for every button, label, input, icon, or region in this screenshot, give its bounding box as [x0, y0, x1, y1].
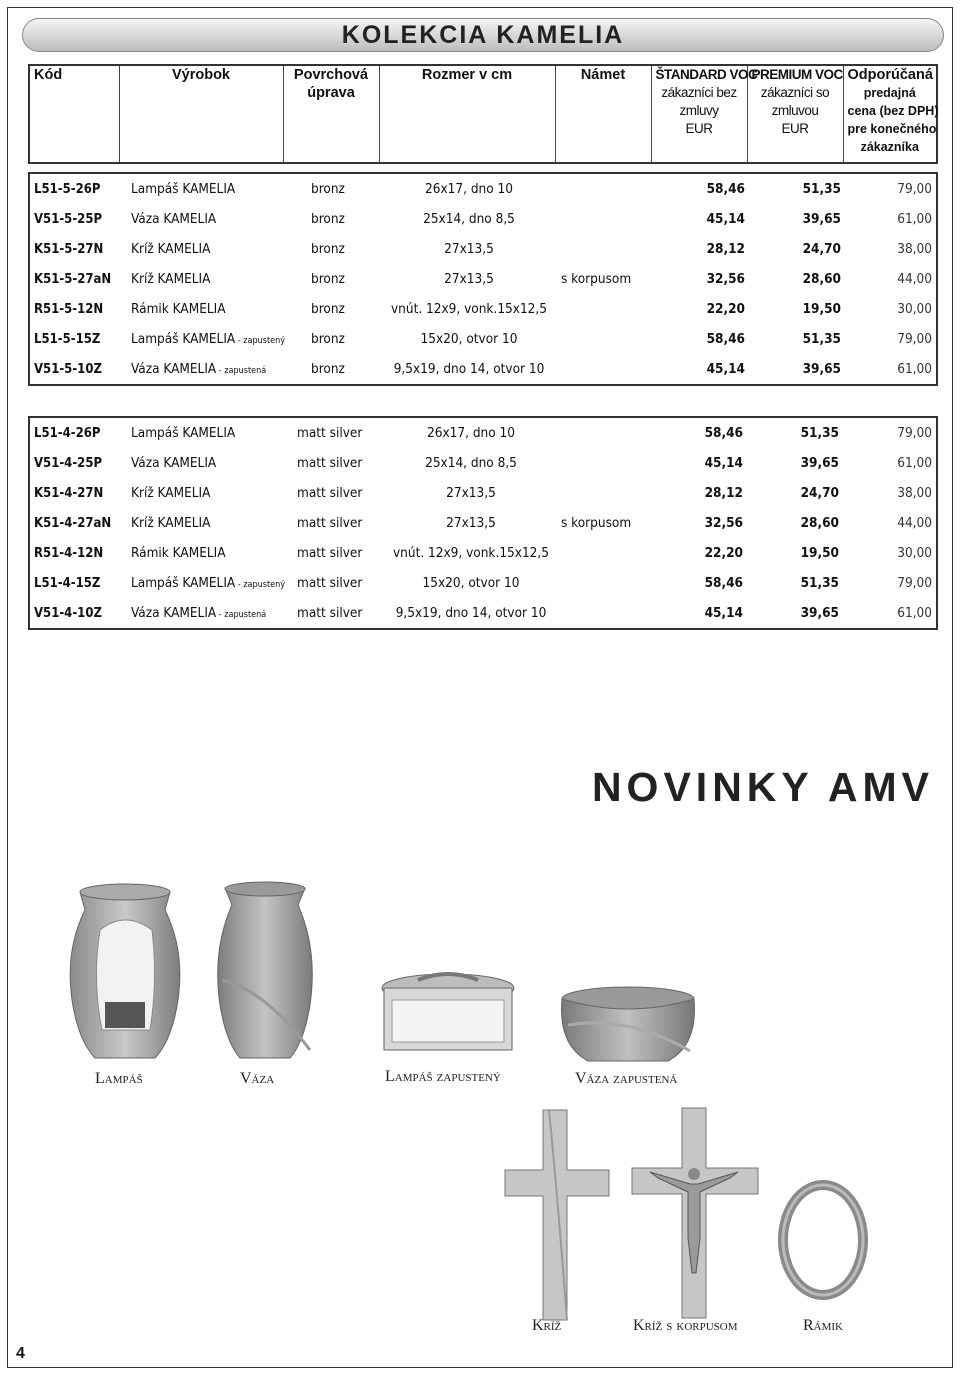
product-name: Rámik KAMELIA: [131, 301, 226, 317]
caption-kriz-s-korpusom: Kríž s korpusom: [633, 1317, 738, 1334]
dimensions: 25x14, dno 8,5: [423, 211, 515, 227]
kriz-image: [505, 1110, 611, 1320]
price-standard: 58,46: [706, 331, 745, 347]
col-premium: PREMIUM VOC zákazníci so zmluvou EUR: [747, 65, 843, 163]
product-code: V51-4-10Z: [34, 605, 102, 621]
product-name: Kríž KAMELIA: [131, 241, 211, 257]
theme: s korpusom: [561, 515, 632, 531]
price-standard: 22,20: [706, 301, 745, 317]
price-recommended: 79,00: [897, 575, 932, 591]
price-premium: 24,70: [800, 485, 839, 501]
product-code: V51-5-10Z: [34, 361, 102, 377]
dimensions: 27x13,5: [444, 271, 494, 287]
price-standard: 28,12: [704, 485, 743, 501]
price-premium: 51,35: [802, 181, 841, 197]
lampas-zapusteny-image: [378, 970, 518, 1065]
table-row: [29, 538, 937, 568]
price-standard: 45,14: [704, 455, 743, 471]
dimensions: 15x20, otvor 10: [420, 331, 518, 347]
price-standard: 32,56: [704, 515, 743, 531]
dimensions: vnút. 12x9, vonk.15x12,5: [390, 301, 547, 317]
price-premium: 24,70: [802, 241, 841, 257]
price-standard: 58,46: [706, 181, 745, 197]
product-name: Váza KAMELIA - zapustená: [131, 605, 267, 621]
product-name: Lampáš KAMELIA: [131, 425, 236, 441]
col-rozmer: Rozmer v cm: [379, 65, 555, 163]
surface-finish: bronz: [311, 271, 345, 287]
table-row: [29, 448, 937, 478]
product-name: Kríž KAMELIA: [131, 271, 211, 287]
theme: [557, 324, 653, 354]
price-recommended: 30,00: [897, 545, 932, 561]
header-table: [28, 64, 938, 164]
product-code: L51-4-26P: [34, 425, 101, 441]
product-code: K51-4-27N: [34, 485, 104, 501]
novinky-heading: NOVINKY AMV: [591, 764, 934, 810]
price-standard: 45,14: [704, 605, 743, 621]
product-code: R51-5-12N: [34, 301, 104, 317]
theme: [557, 448, 651, 478]
table-row: [29, 294, 937, 324]
price-premium: 28,60: [802, 271, 841, 287]
col-kod: Kód: [29, 65, 119, 163]
price-recommended: 79,00: [897, 425, 932, 441]
caption-lampas: Lampáš: [95, 1070, 143, 1087]
surface-finish: matt silver: [297, 605, 363, 621]
vaza-zapustena-image: [558, 985, 698, 1065]
price-premium: 51,35: [800, 575, 839, 591]
price-table-bronz: [28, 172, 938, 386]
dimensions: 26x17, dno 10: [427, 425, 515, 441]
theme: [557, 173, 653, 204]
col-odporucana: Odporúčaná predajná cena (bez DPH) pre konečného zákazníka: [847, 67, 939, 154]
product-variant: - zapustený: [235, 336, 286, 346]
product-name: Lampáš KAMELIA: [131, 181, 236, 197]
price-standard: 58,46: [704, 425, 743, 441]
surface-finish: bronz: [311, 361, 345, 377]
product-code: L51-5-15Z: [34, 331, 101, 347]
price-premium: 51,35: [802, 331, 841, 347]
price-premium: 51,35: [800, 425, 839, 441]
surface-finish: bronz: [311, 241, 345, 257]
caption-lampas-zapusteny: Lampáš zapustený: [385, 1068, 501, 1085]
dimensions: 26x17, dno 10: [425, 181, 513, 197]
product-name: Rámik KAMELIA: [131, 545, 226, 561]
product-name: Kríž KAMELIA: [131, 485, 211, 501]
product-code: L51-5-26P: [34, 181, 101, 197]
surface-finish: bronz: [311, 331, 345, 347]
theme: [557, 568, 651, 598]
surface-finish: matt silver: [297, 425, 363, 441]
product-code: L51-4-15Z: [34, 575, 101, 591]
price-recommended: 79,00: [897, 331, 932, 347]
theme: s korpusom: [561, 271, 632, 287]
dimensions: 25x14, dno 8,5: [425, 455, 517, 471]
product-variant: - zapustená: [216, 610, 267, 620]
dimensions: 27x13,5: [444, 241, 494, 257]
price-standard: 28,12: [706, 241, 745, 257]
theme: [557, 234, 653, 264]
price-premium: 39,65: [800, 605, 839, 621]
price-recommended: 79,00: [897, 181, 932, 197]
table-row: [29, 354, 937, 385]
theme: [557, 204, 653, 234]
caption-vaza: Váza: [240, 1070, 275, 1087]
product-code: V51-4-25P: [34, 455, 103, 471]
dimensions: 27x13,5: [446, 485, 496, 501]
product-name: Lampáš KAMELIA - zapustený: [131, 331, 286, 347]
theme: [557, 478, 651, 508]
price-premium: 19,50: [800, 545, 839, 561]
product-variant: - zapustená: [216, 366, 267, 376]
vaza-image: [210, 880, 320, 1060]
theme: [557, 354, 653, 385]
price-premium: 28,60: [800, 515, 839, 531]
surface-finish: bronz: [311, 301, 345, 317]
surface-finish: bronz: [311, 211, 345, 227]
price-premium: 39,65: [802, 361, 841, 377]
table-row: [29, 204, 937, 234]
page-number: 4: [16, 1345, 25, 1362]
price-premium: 19,50: [802, 301, 841, 317]
theme: [557, 294, 653, 324]
dimensions: 9,5x19, dno 14, otvor 10: [393, 361, 545, 377]
surface-finish: matt silver: [297, 545, 363, 561]
price-recommended: 38,00: [897, 241, 932, 257]
price-recommended: 44,00: [897, 515, 932, 531]
table-row: [29, 568, 937, 598]
price-recommended: 61,00: [897, 361, 932, 377]
price-recommended: 38,00: [897, 485, 932, 501]
price-standard: 58,46: [704, 575, 743, 591]
theme: [557, 417, 651, 448]
price-table-matt-silver: [28, 416, 938, 630]
price-standard: 22,20: [704, 545, 743, 561]
theme: [557, 538, 651, 568]
table-row: [29, 324, 937, 354]
surface-finish: matt silver: [297, 455, 363, 471]
product-code: V51-5-25P: [34, 211, 103, 227]
theme: [557, 598, 651, 629]
caption-kriz: Kríž: [532, 1317, 562, 1334]
col-vyrobok: Výrobok: [119, 65, 283, 163]
table-row: [29, 234, 937, 264]
price-recommended: 44,00: [897, 271, 932, 287]
price-recommended: 61,00: [897, 605, 932, 621]
price-recommended: 30,00: [897, 301, 932, 317]
product-name: Kríž KAMELIA: [131, 515, 211, 531]
dimensions: 15x20, otvor 10: [422, 575, 520, 591]
product-code: K51-5-27N: [34, 241, 104, 257]
kriz-s-korpusom-image: [630, 1108, 760, 1318]
product-name: Váza KAMELIA - zapustená: [131, 361, 267, 377]
table-row: [29, 508, 937, 538]
product-name: Lampáš KAMELIA - zapustený: [131, 575, 286, 591]
table-row: [29, 478, 937, 508]
table-row: [29, 173, 937, 204]
product-name: Váza KAMELIA: [131, 455, 217, 471]
collection-title: KOLEKCIA KAMELIA: [22, 18, 944, 52]
lampas-image: [60, 880, 190, 1060]
price-standard: 32,56: [706, 271, 745, 287]
price-standard: 45,14: [706, 211, 745, 227]
surface-finish: matt silver: [297, 515, 363, 531]
price-recommended: 61,00: [897, 211, 932, 227]
table-row: [29, 264, 937, 294]
dimensions: 9,5x19, dno 14, otvor 10: [395, 605, 547, 621]
product-code: K51-4-27aN: [34, 515, 112, 531]
dimensions: vnút. 12x9, vonk.15x12,5: [392, 545, 549, 561]
surface-finish: bronz: [311, 181, 345, 197]
col-namet: Námet: [555, 65, 651, 163]
dimensions: 27x13,5: [446, 515, 496, 531]
product-code: R51-4-12N: [34, 545, 104, 561]
col-standard: ŠTANDARD VOC zákazníci bez zmluvy EUR: [651, 65, 747, 163]
price-premium: 39,65: [800, 455, 839, 471]
price-premium: 39,65: [802, 211, 841, 227]
ramik-image: [778, 1180, 868, 1300]
table-row: [29, 417, 937, 448]
product-name: Váza KAMELIA: [131, 211, 217, 227]
product-variant: - zapustený: [235, 580, 286, 590]
table-row: [29, 598, 937, 629]
price-standard: 45,14: [706, 361, 745, 377]
surface-finish: matt silver: [297, 575, 363, 591]
product-code: K51-5-27aN: [34, 271, 112, 287]
col-povrch: Povrchová úprava: [283, 65, 379, 163]
surface-finish: matt silver: [297, 485, 363, 501]
caption-vaza-zapustena: Váza zapustená: [575, 1070, 678, 1087]
caption-ramik: Rámik: [803, 1317, 844, 1334]
price-recommended: 61,00: [897, 455, 932, 471]
